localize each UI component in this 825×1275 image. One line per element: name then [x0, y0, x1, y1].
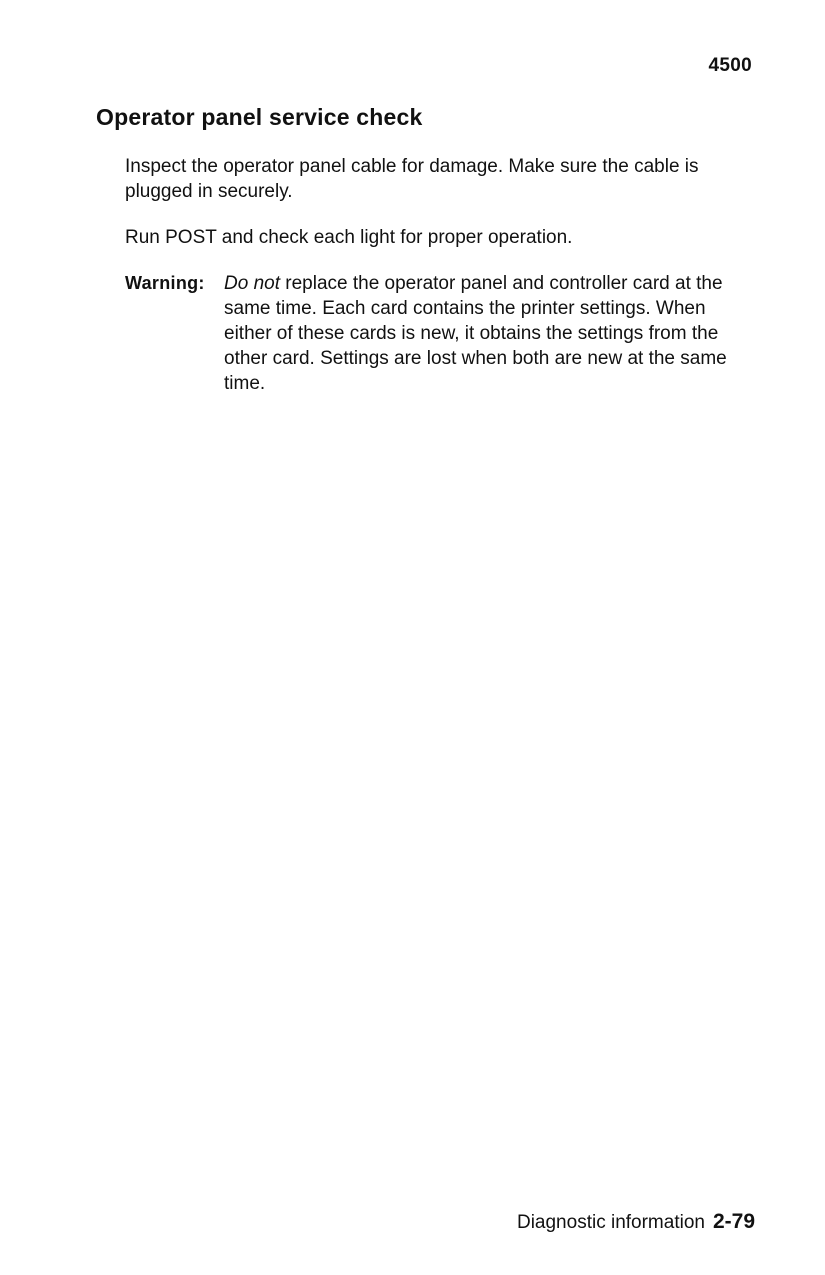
warning-body: replace the operator panel and controller card at the same time. Each card contains the printer settings. When either of these cards is new, it obtains the settings from the other card. Settings are lost when both are new at the same time.: [224, 273, 727, 394]
warning-label: Warning:: [125, 273, 205, 293]
section-title: Operator panel service check: [96, 104, 423, 130]
page-number: 2-79: [712, 1210, 755, 1233]
page-footer: [517, 1210, 755, 1234]
warning-text: [224, 271, 754, 396]
model-number: 4500: [708, 55, 752, 76]
warning-emphasis: Do not: [224, 273, 280, 294]
paragraph-run-post: Run POST and check each light for proper operation.: [125, 227, 573, 248]
paragraph-inspect-cable: Inspect the operator panel cable for damage. Make sure the cable is plugged in securely.: [125, 156, 699, 202]
footer-chapter: Diagnostic information: [516, 1212, 705, 1233]
